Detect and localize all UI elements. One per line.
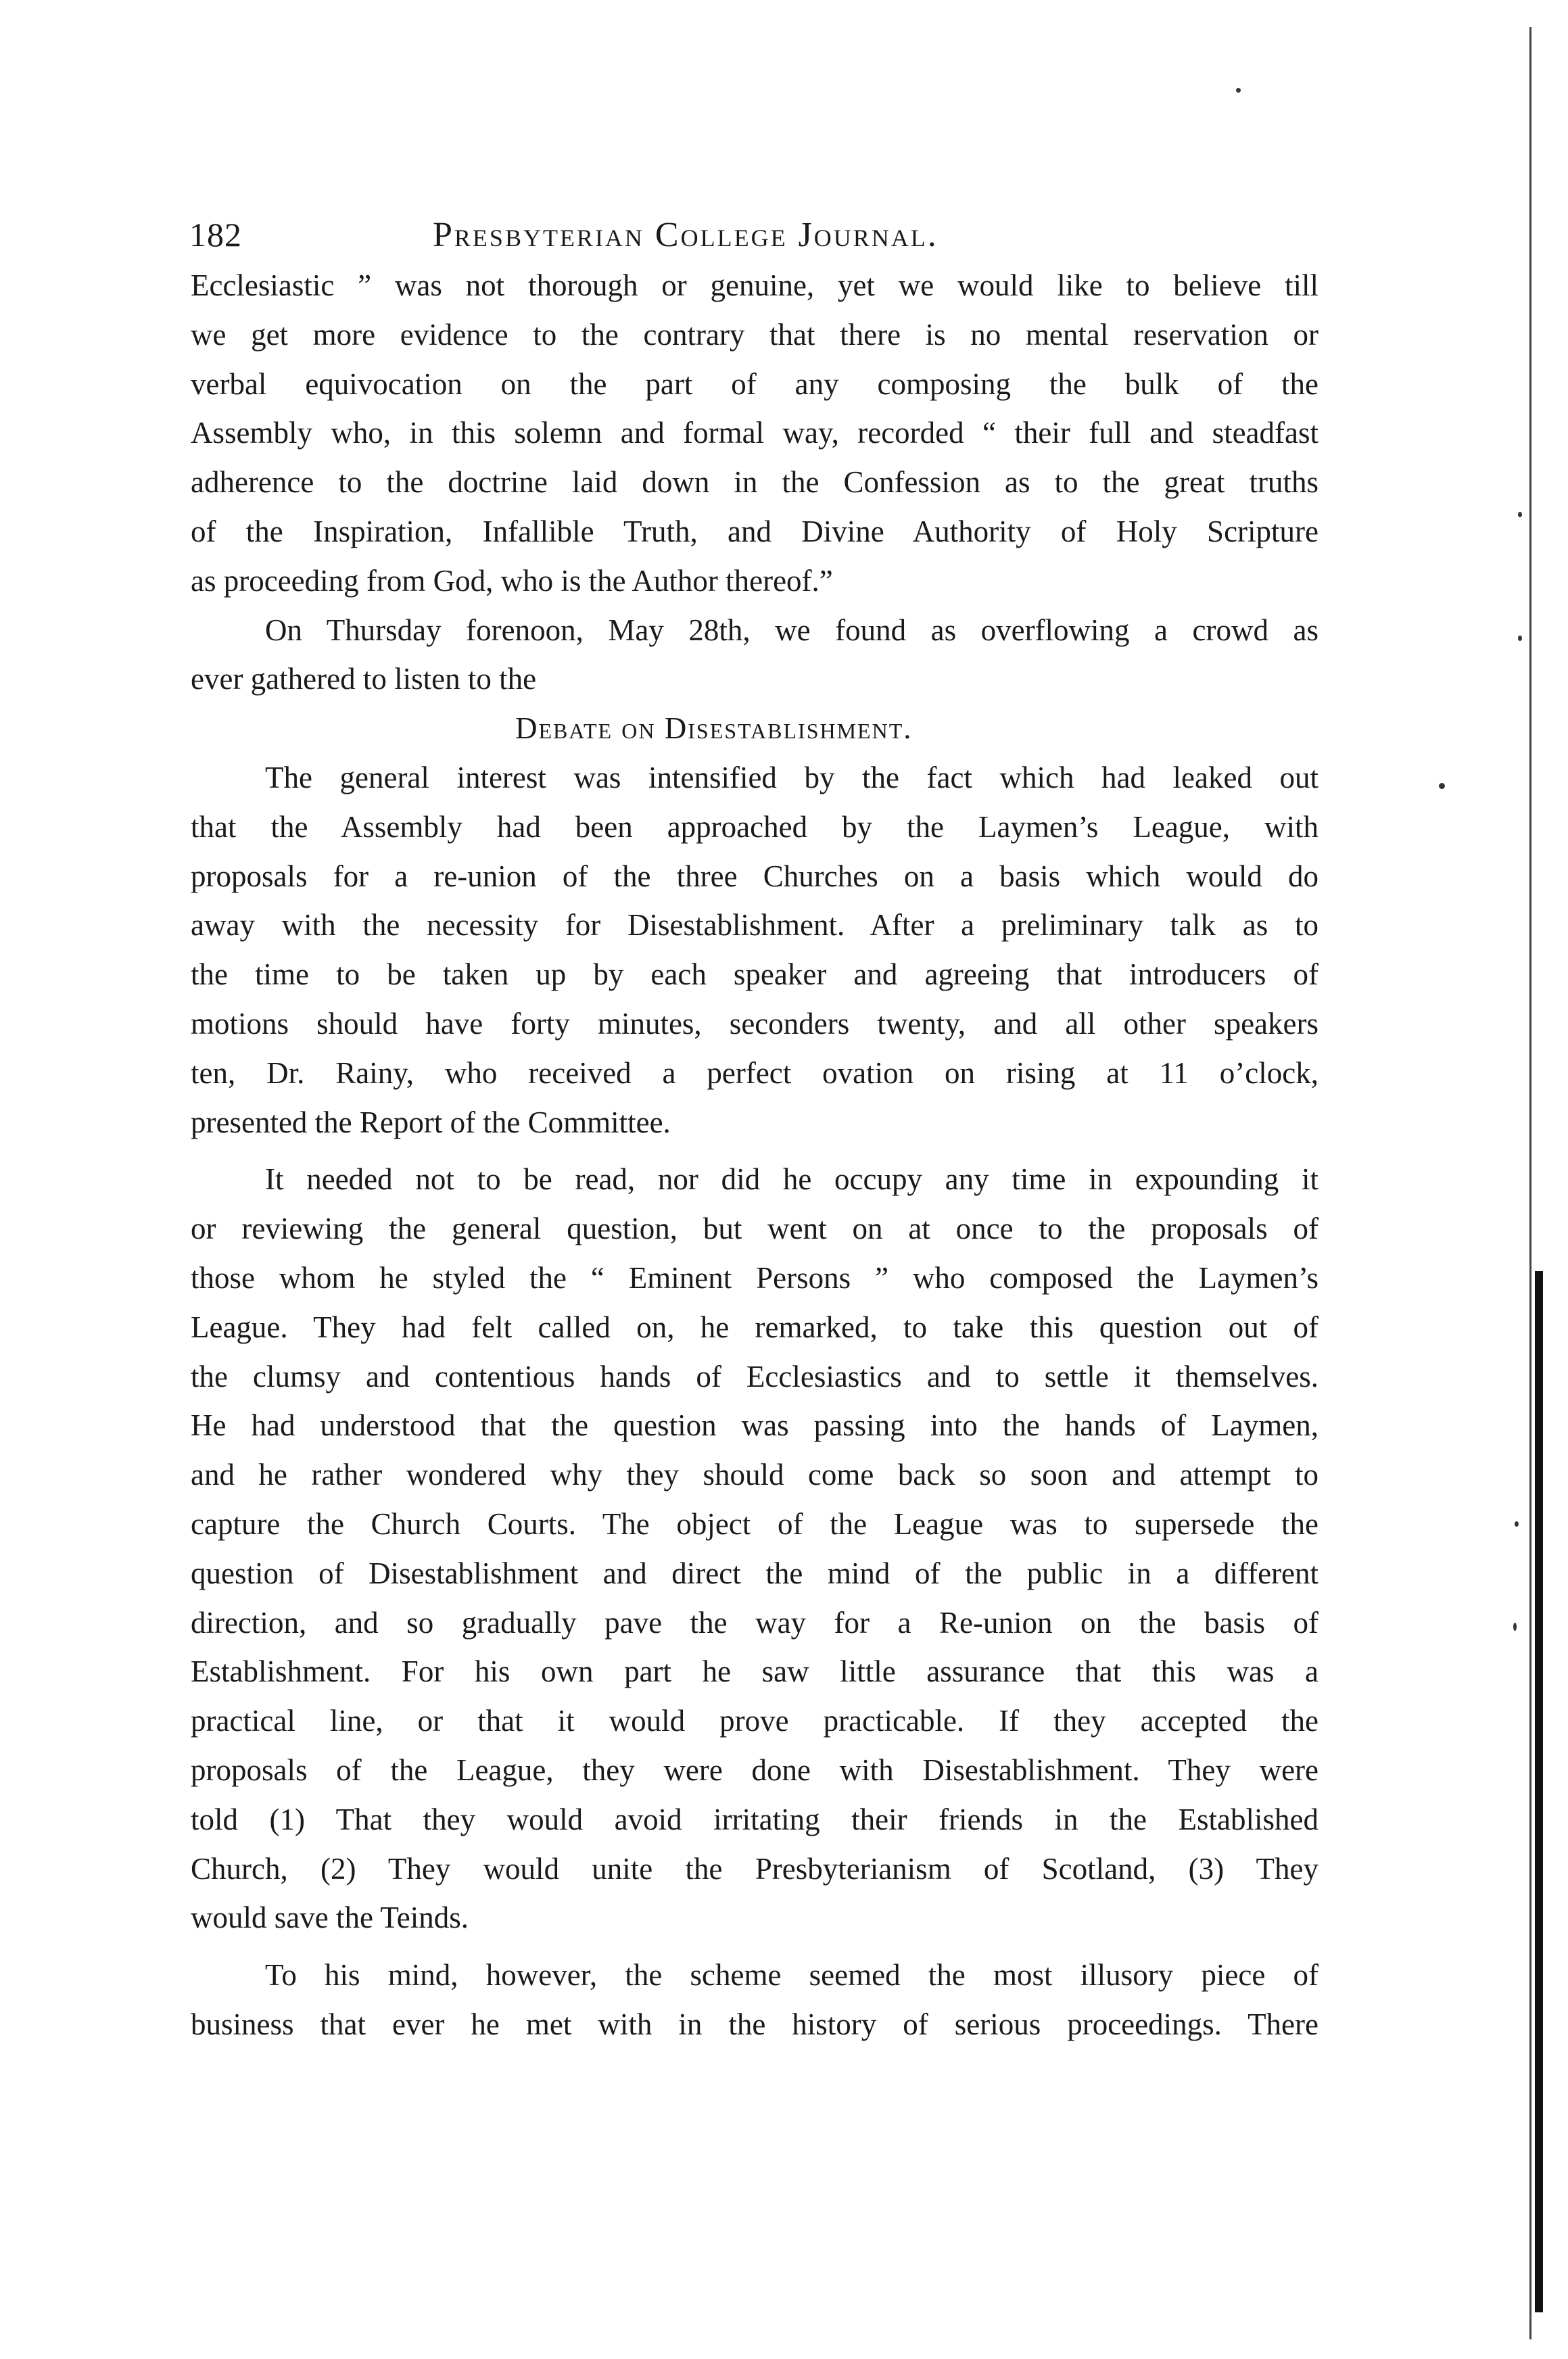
text-line: those whom he styled the “ Eminent Persons ” who composed the Laymen’s xyxy=(191,1260,1318,1295)
text-line: proposals of the League, they were done with Disestablishment. They were xyxy=(191,1753,1318,1787)
scan-speck xyxy=(1518,636,1522,641)
paragraph-gap xyxy=(191,1943,1318,1951)
page-number: 182 xyxy=(189,216,242,254)
text-line: away with the necessity for Disestablishment. After a preliminary talk as to xyxy=(191,908,1318,943)
text-line: Establishment. For his own part he saw little assurance that this was a xyxy=(191,1654,1318,1689)
text-line: told (1) That they would avoid irritating their friends in the Established xyxy=(191,1802,1318,1836)
text-line: verbal equivocation on the part of any composing the bulk of the xyxy=(191,366,1318,401)
scan-speck xyxy=(1513,1623,1517,1631)
text-line: business that ever he met with in the history of serious proceedings. There xyxy=(191,2007,1318,2041)
paragraph-gap xyxy=(191,1147,1318,1155)
text-line: presented the Report of the Committee. xyxy=(191,1105,671,1139)
text-line: The general interest was intensified by the fact which had leaked out xyxy=(265,760,1318,794)
text-line: To his mind, however, the scheme seemed the most illusory piece of xyxy=(265,1958,1318,1993)
paragraph xyxy=(191,1951,1318,2049)
running-title: Presbyterian College Journal. xyxy=(433,216,939,254)
text-line: motions should have forty minutes, seconders twenty, and all other speakers xyxy=(191,1006,1318,1041)
text-line: adherence to the doctrine laid down in the Confession as to the great truths xyxy=(191,465,1318,500)
text-line: practical line, or that it would prove practicable. If they accepted the xyxy=(191,1704,1318,1738)
paragraph xyxy=(191,1155,1318,1943)
text-line: the clumsy and contentious hands of Ecclesiastics and to settle it themselves. xyxy=(191,1359,1318,1393)
text-line: capture the Church Courts. The object of the League was to supersede the xyxy=(191,1506,1318,1541)
text-line: ten, Dr. Rainy, who received a perfect ovation on rising at 11 o’clock, xyxy=(191,1055,1318,1090)
paragraph xyxy=(191,606,1318,705)
scan-speck xyxy=(1518,512,1522,517)
paragraph xyxy=(191,261,1318,606)
text-line: It needed not to be read, nor did he occupy any time in expounding it xyxy=(265,1162,1318,1197)
text-line: of the Inspiration, Infallible Truth, and Divine Authority of Holy Scripture xyxy=(191,514,1318,548)
text-line: League. They had felt called on, he remarked, to take this question out of xyxy=(191,1310,1318,1344)
scan-edge-bar xyxy=(1535,1271,1543,2312)
text-line: or reviewing the general question, but went on at once to the proposals of xyxy=(191,1212,1318,1246)
section-heading: Debate on Disestablishment. xyxy=(515,711,913,746)
text-line: He had understood that the question was passing into the hands of Laymen, xyxy=(191,1408,1318,1443)
text-line: would save the Teinds. xyxy=(191,1901,469,1935)
text-line: question of Disestablishment and direct the mind of the public in a different xyxy=(191,1556,1318,1590)
text-line: Assembly who, in this solemn and formal way, recorded “ their full and steadfast xyxy=(191,416,1318,450)
scan-speck xyxy=(1439,783,1445,789)
scan-speck xyxy=(1236,88,1241,93)
text-line: On Thursday forenoon, May 28th, we found as overflowing a crowd as xyxy=(265,613,1318,647)
paragraph xyxy=(191,753,1318,1147)
text-line: direction, and so gradually pave the way for a Re-union on the basis of xyxy=(191,1605,1318,1640)
text-line: we get more evidence to the contrary that there is no mental reservation or xyxy=(191,317,1318,352)
body-text xyxy=(191,261,1318,2049)
text-line: ever gathered to listen to the xyxy=(191,662,537,696)
text-line: and he rather wondered why they should come back so soon and attempt to xyxy=(191,1458,1318,1492)
scan-edge-line xyxy=(1529,27,1531,2339)
text-line: Church, (2) They would unite the Presbyterianism of Scotland, (3) They xyxy=(191,1851,1318,1886)
text-line: as proceeding from God, who is the Author thereof.” xyxy=(191,563,833,598)
text-line: proposals for a re-union of the three Churches on a basis which would do xyxy=(191,859,1318,893)
text-line: the time to be taken up by each speaker and agreeing that introducers of xyxy=(191,957,1318,992)
scan-speck xyxy=(1515,1521,1519,1527)
text-line: Ecclesiastic ” was not thorough or genuine, yet we would like to believe till xyxy=(191,268,1318,302)
text-line: that the Assembly had been approached by the Laymen’s League, with xyxy=(191,809,1318,844)
